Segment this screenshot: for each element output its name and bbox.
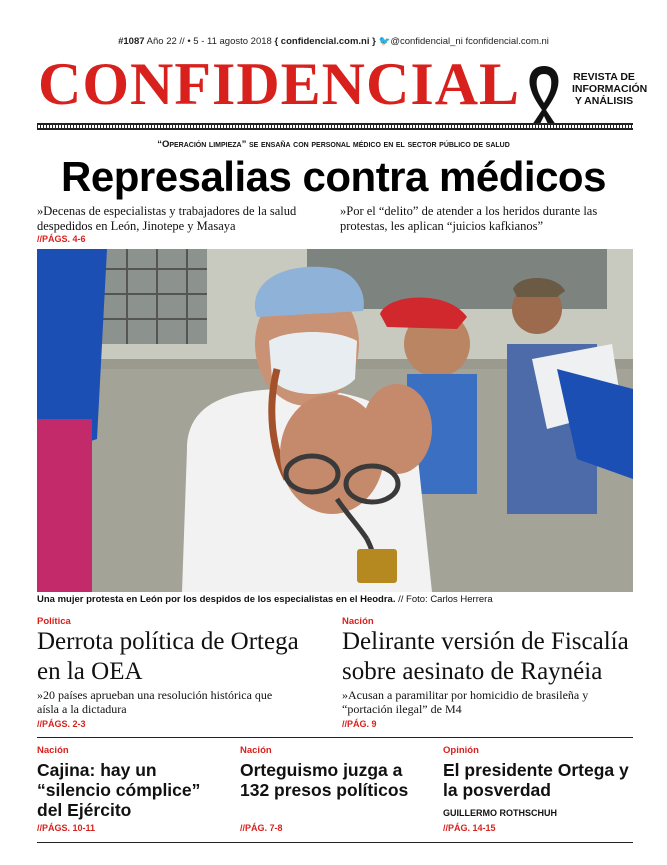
brief-section-2: Nación: [240, 745, 272, 756]
lead-kicker: “Operación limpieza” se ensaña con personal médico en el sector público de salud: [157, 139, 510, 150]
mourning-ribbon-icon: [518, 60, 570, 130]
brief-pages-presos[interactable]: //PÁG. 7-8: [240, 823, 283, 833]
brief-section-1: Nación: [37, 745, 69, 756]
masthead-tagline: REVISTA DE INFORMACIÓN Y ANÁLISIS: [572, 71, 648, 107]
section-divider: [37, 737, 633, 738]
brief-headline-presos[interactable]: Orteguismo juzga a 132 presos políticos: [240, 760, 409, 800]
masthead-logo: CONFIDENCIAL: [38, 51, 521, 117]
story-headline-fiscalia[interactable]: Delirante versión de Fiscalía sobre aesinato de Raynéia: [342, 628, 629, 685]
story-pages-fiscalia[interactable]: //PÁG. 9: [342, 719, 377, 729]
bottom-divider: [37, 842, 633, 843]
brief-headline-opinion[interactable]: El presidente Ortega y la posverdad: [443, 760, 629, 800]
issue-date: • 5 - 11 agosto 2018: [187, 36, 272, 47]
facebook-icon: f: [465, 36, 469, 47]
story-deck-oea: »20 países aprueban una resolución histórica que aísla a la dictadura: [37, 688, 273, 716]
brief-pages-cajina[interactable]: //PÁGS. 10-11: [37, 823, 96, 833]
brief-section-3: Opinión: [443, 745, 479, 756]
facebook-page[interactable]: confidencial.com.ni: [468, 36, 549, 47]
twitter-handle[interactable]: @confidencial_ni: [390, 36, 463, 47]
issue-year: Año 22 //: [146, 36, 185, 47]
photo-caption: Una mujer protesta en León por los despidos de los especialistas en el Heodra. // Foto: Carlos Herrera: [37, 594, 493, 605]
issue-number: #1087: [118, 36, 145, 47]
masthead-rule: [37, 123, 633, 130]
lead-deck-left: »Decenas de especialistas y trabajadores de la salud despedidos en León, Jinotepe y Masaya: [37, 204, 297, 233]
photo-credit: // Foto: Carlos Herrera: [398, 594, 493, 605]
website-link[interactable]: { confidencial.com.ni }: [274, 36, 376, 47]
twitter-icon: 🐦: [378, 36, 391, 47]
story-deck-fiscalia: »Acusan a paramilitar por homicidio de brasileña y “portación ilegal” de M4: [342, 688, 589, 716]
story-section-politica: Política: [37, 616, 71, 627]
story-headline-oea[interactable]: Derrota política de Ortega en la OEA: [37, 628, 299, 685]
brief-author: GUILLERMO ROTHSCHUH: [443, 808, 557, 818]
brief-headline-cajina[interactable]: Cajina: hay un “silencio cómplice” del Ejército: [37, 760, 201, 820]
brief-pages-opinion[interactable]: //PÁG. 14-15: [443, 823, 496, 833]
lead-deck-right: »Por el “delito” de atender a los heridos durante las protestas, les aplican “juicios kafkianos”: [340, 204, 598, 233]
story-pages-oea[interactable]: //PÁGS. 2-3: [37, 719, 86, 729]
lead-pages[interactable]: //PÁGS. 4-6: [37, 234, 86, 244]
lead-photo: [37, 249, 633, 592]
masthead-info-line: [0, 36, 667, 47]
lead-headline[interactable]: Represalias contra médicos: [61, 153, 606, 200]
story-section-nacion: Nación: [342, 616, 374, 627]
